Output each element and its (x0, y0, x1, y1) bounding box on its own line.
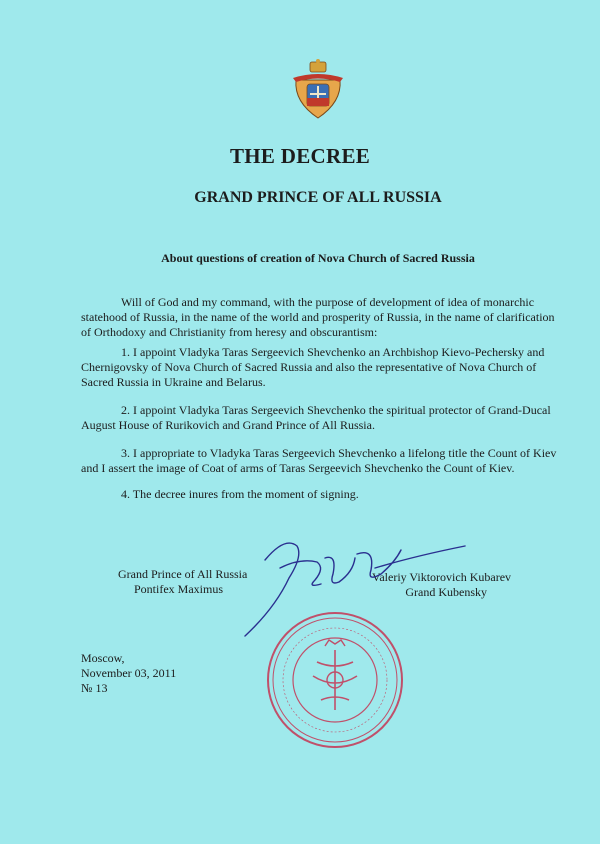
intro-paragraph: Will of God and my command, with the purpose of development of idea of monarchic statehood of Russia, in the name of the world and prosperity of Russia, in the name of clarification of Orthodoxy and Christianity from heresy and obscurantism: (81, 295, 555, 339)
place-city: Moscow, (81, 651, 125, 665)
decree-item-2: 2. I appoint Vladyka Taras Sergeevich Shevchenko the spiritual protector of Grand-Ducal August House of Rurikovich and Grand Prince of All Russia. (81, 403, 551, 432)
signer-left-title: Grand Prince of All Russia (118, 567, 248, 581)
decree-item-4: 4. The decree inures from the moment of signing. (121, 487, 359, 501)
signer-left-subtitle: Pontifex Maximus (134, 582, 223, 596)
decree-number: № 13 (81, 681, 108, 695)
page-subtitle: GRAND PRINCE OF ALL RUSSIA (194, 189, 442, 206)
place-date-block (81, 651, 176, 696)
decree-item-1: 1. I appoint Vladyka Taras Sergeevich Shevchenko an Archbishop Kievo-Pechersky and Chernigovsky of Nova Church of Sacred Russia and also the representative of Nova Church of Sacred Russia in Ukraine and Belarus. (81, 345, 545, 389)
decree-item-3: 3. I appropriate to Vladyka Taras Sergeevich Shevchenko a lifelong title the Count of Kiev and I assert the image of Coat of arms of Taras Sergeevich Shevchenko the Count of Kiev. (81, 446, 557, 475)
official-seal-icon (265, 610, 405, 750)
decree-topic: About questions of creation of Nova Church of Sacred Russia (161, 251, 475, 265)
decree-date: November 03, 2011 (81, 666, 177, 680)
coat-of-arms-icon (290, 58, 346, 122)
signer-right-title: Grand Kubensky (405, 585, 488, 599)
signer-right-name: Valeriy Viktorovich Kubarev (372, 570, 512, 584)
page-title: THE DECREE (229, 144, 371, 168)
